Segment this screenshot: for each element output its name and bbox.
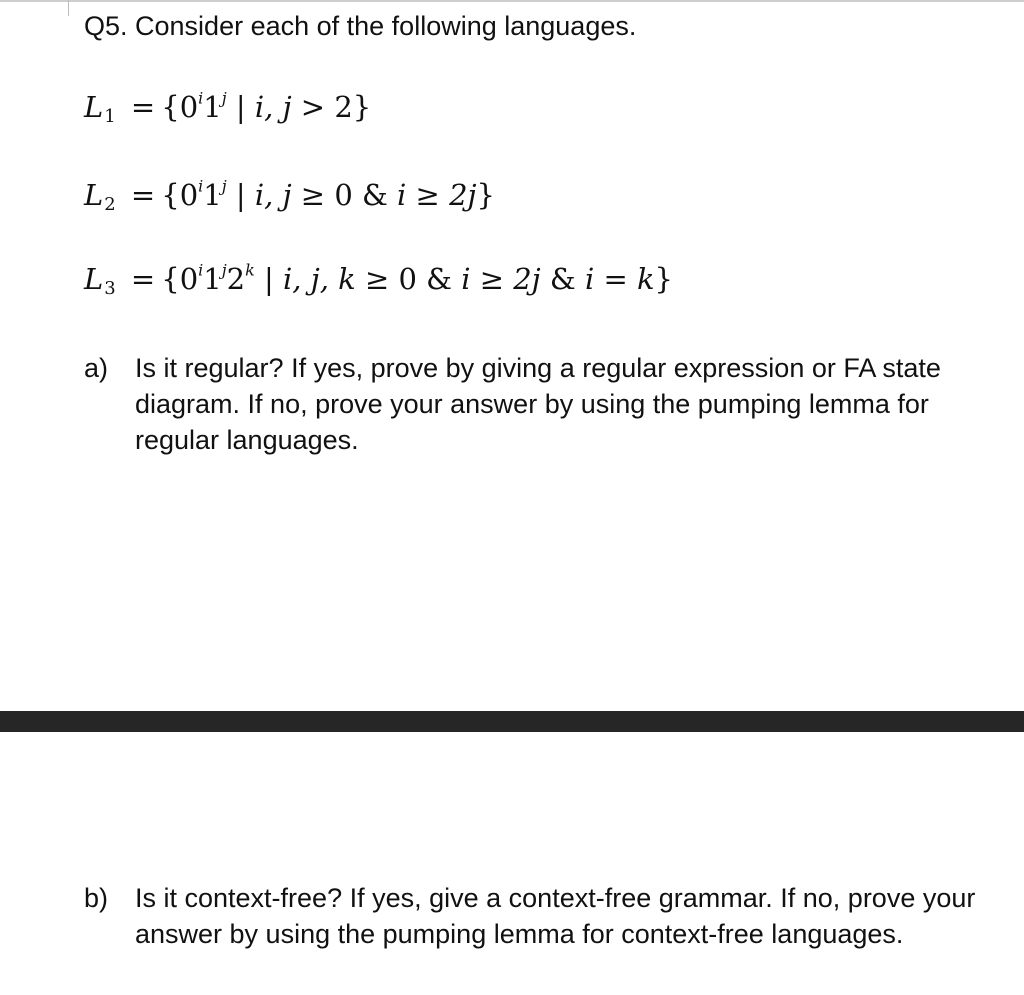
condition-lhs: i <box>461 262 471 296</box>
symbol-zero: 0 <box>179 90 199 124</box>
ampersand: & <box>426 262 452 296</box>
language-definition-l3 <box>84 260 673 300</box>
part-a-marker: a) <box>84 353 109 383</box>
condition-rhs: 2j <box>513 262 541 296</box>
language-definition-l2 <box>84 176 495 216</box>
ampersand-2: & <box>549 262 576 296</box>
condition2-rhs: k <box>636 262 655 296</box>
condition-variables: i, j <box>254 178 292 212</box>
condition-rhs: 2j <box>449 178 477 212</box>
symbol-two: 2 <box>226 262 246 296</box>
condition2-lhs: i <box>584 262 595 296</box>
open-brace: { <box>161 262 180 296</box>
exponent-k: k <box>245 260 255 280</box>
symbol-one: 1 <box>203 178 222 212</box>
close-brace: } <box>654 262 673 296</box>
condition-relation-2: ≥ <box>479 262 504 296</box>
condition-lhs: i <box>397 178 407 212</box>
condition-relation: > <box>300 90 326 124</box>
part-a-text: Is it regular? If yes, prove by giving a regular expression or FA state diagram. If no, prove your answer by using the pumping lemma for regular languages. <box>135 353 941 455</box>
top-border-line <box>0 0 1024 2</box>
close-brace: } <box>352 90 372 124</box>
part-b-text: Is it context-free? If yes, give a context-free grammar. If no, prove your answer by using the pumping lemma for context-free languages. <box>135 883 976 949</box>
condition-variables: i, j, k <box>283 262 356 296</box>
exponent-i: i <box>198 260 204 280</box>
language-symbol: L <box>84 178 104 212</box>
equals-sign: = <box>130 90 156 124</box>
open-brace: { <box>161 90 180 124</box>
section-divider-bar <box>0 711 1024 732</box>
left-margin-tick <box>68 0 69 16</box>
question-heading: Q5. Consider each of the following languages. <box>84 11 637 41</box>
symbol-zero: 0 <box>179 262 199 296</box>
symbol-one: 1 <box>203 90 222 124</box>
set-builder-bar: | <box>235 90 246 124</box>
part-b-marker: b) <box>84 883 109 913</box>
part-b <box>84 880 1024 952</box>
language-definition-l1 <box>84 88 372 128</box>
exponent-i: i <box>198 88 204 108</box>
language-subscript: 2 <box>104 194 116 216</box>
condition-relation: ≥ <box>300 178 326 212</box>
open-brace: { <box>161 178 180 212</box>
language-subscript: 3 <box>104 278 116 300</box>
condition-bound: 2 <box>334 90 353 124</box>
condition2-relation: = <box>603 262 628 296</box>
condition-relation: ≥ <box>364 262 390 296</box>
exponent-j: j <box>221 176 227 196</box>
close-brace: } <box>476 178 495 212</box>
language-subscript: 1 <box>104 106 116 128</box>
exponent-i: i <box>198 176 204 196</box>
set-builder-bar: | <box>264 262 274 296</box>
part-a <box>84 350 1024 458</box>
condition-bound: 0 <box>398 262 417 296</box>
exponent-j: j <box>221 88 227 108</box>
condition-relation-2: ≥ <box>415 178 440 212</box>
symbol-zero: 0 <box>179 178 199 212</box>
exponent-j: j <box>221 260 227 280</box>
symbol-one: 1 <box>203 262 222 296</box>
language-symbol: L <box>84 262 104 296</box>
equals-sign: = <box>130 262 156 296</box>
condition-bound: 0 <box>334 178 353 212</box>
equals-sign: = <box>130 178 156 212</box>
language-symbol: L <box>84 90 104 124</box>
ampersand: & <box>362 178 388 212</box>
set-builder-bar: | <box>235 178 246 212</box>
condition-variables: i, j <box>254 90 292 124</box>
